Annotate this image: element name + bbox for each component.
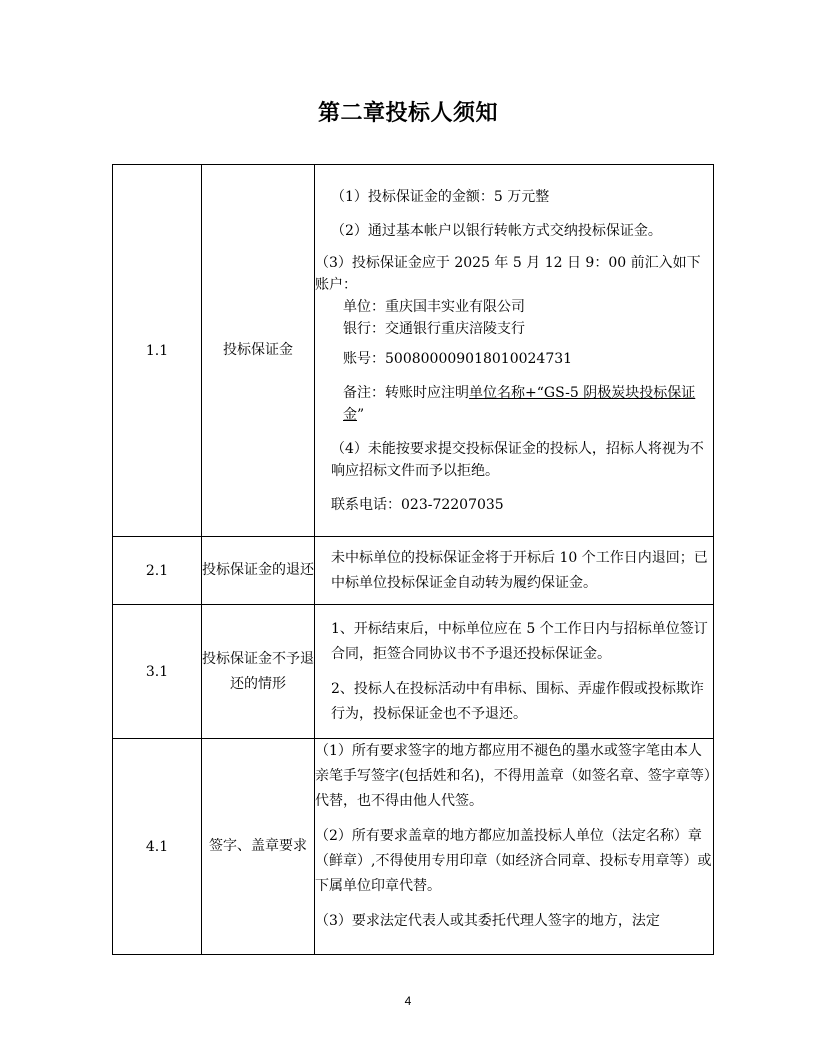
row-number: 4.1 xyxy=(113,739,202,955)
remark xyxy=(315,382,713,426)
page-title: 第二章投标人须知 xyxy=(317,101,498,126)
paragraph: （1）投标保证金的金额：5 万元整 xyxy=(331,188,550,205)
remark-prefix: 备注：转账时应注明 xyxy=(343,384,469,401)
table-row xyxy=(113,605,714,739)
remark-suffix: ” xyxy=(357,406,365,423)
paragraph: 未中标单位的投标保证金将于开标后 10 个工作日内退回；已中标单位投标保证金自动转为履约保证金。 xyxy=(331,549,708,591)
paragraph: 2、投标人在投标活动中有串标、围标、弄虚作假或投标欺诈行为，投标保证金也不予退还。 xyxy=(331,680,704,722)
row-content xyxy=(315,739,714,955)
row-number: 3.1 xyxy=(113,605,202,739)
account-unit: 单位：重庆国丰实业有限公司 xyxy=(343,298,525,315)
row-content xyxy=(315,605,714,739)
instructions-table xyxy=(112,164,714,955)
page-number: 4 xyxy=(404,994,412,1008)
paragraph: （3）投标保证金应于 2025 年 5 月 12 日 9：00 前汇入如下账户： xyxy=(315,254,701,293)
row-content xyxy=(315,537,714,605)
remark-underlined: 单位名称+“GS-5 阴极炭块投标保证金 xyxy=(343,384,696,423)
paragraph: （2）通过基本帐户以银行转帐方式交纳投标保证金。 xyxy=(331,222,662,239)
paragraph: （2）所有要求盖章的地方都应加盖投标人单位（法定名称）章（鲜章）,不得使用专用印章（如经济合同章、投标专用章等）或下属单位印章代替。 xyxy=(315,828,712,894)
row-number: 2.1 xyxy=(113,537,202,605)
account-bank: 银行：交通银行重庆涪陵支行 xyxy=(343,320,525,337)
row-item: 投标保证金 xyxy=(202,165,315,537)
paragraph: （4）未能按要求提交投标保证金的投标人，招标人将视为不响应招标文件而予以拒绝。 xyxy=(331,440,704,479)
contact-phone: 联系电话：023-72207035 xyxy=(331,496,504,513)
table-row xyxy=(113,537,714,605)
paragraph: （3）要求法定代表人或其委托代理人签字的地方，法定 xyxy=(315,913,660,929)
account-number: 账号：500800009018010024731 xyxy=(343,350,573,367)
row-item: 签字、盖章要求 xyxy=(202,739,315,955)
paragraph: （1）所有要求签字的地方都应用不褪色的墨水或签字笔由本人亲笔手写签字(包括姓和名)，不得用盖章（如签名章、签字章等）代替，也不得由他人代签。 xyxy=(315,743,711,809)
row-number: 1.1 xyxy=(113,165,202,537)
row-content xyxy=(315,165,714,537)
row-item: 投标保证金不予退还的情形 xyxy=(202,605,315,739)
table-row xyxy=(113,739,714,955)
table-row xyxy=(113,165,714,537)
paragraph: 1、开标结束后，中标单位应在 5 个工作日内与招标单位签订合同，拒签合同协议书不予退还投标保证金。 xyxy=(331,620,708,662)
row-item: 投标保证金的退还 xyxy=(202,537,315,605)
